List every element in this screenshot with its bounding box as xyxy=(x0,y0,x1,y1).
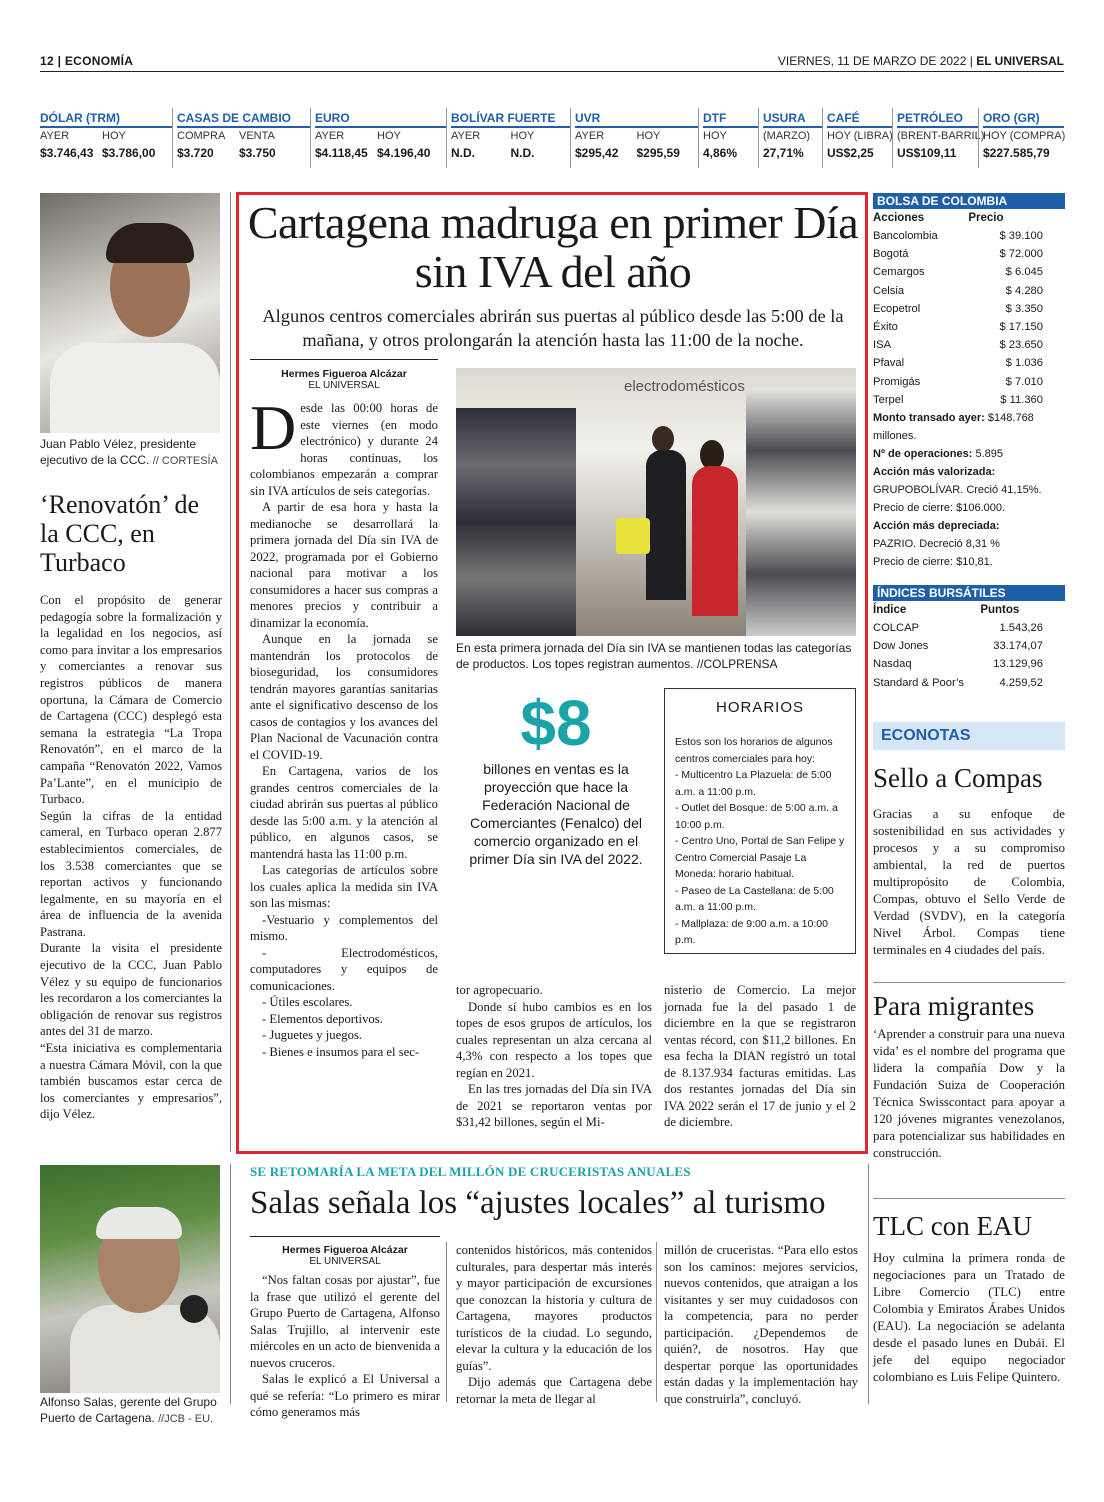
paragraph: - Útiles escolares. xyxy=(262,995,353,1009)
market-sublabel: AYER xyxy=(575,130,605,142)
divider xyxy=(873,1198,1065,1199)
market-value: 27,71% xyxy=(763,146,804,160)
market-values xyxy=(897,144,978,162)
table-row xyxy=(873,263,1065,281)
stock-name: Terpel xyxy=(873,393,904,406)
paragraph: En las tres jornadas del Día sin IVA de 2021 se reportaron ventas por $31,42 billones, según el Mi- xyxy=(456,1082,652,1129)
index-name: Dow Jones xyxy=(873,640,929,653)
author-outlet: EL UNIVERSAL xyxy=(309,1256,381,1267)
stock-name: Bogotá xyxy=(873,248,909,261)
paragraph: -Vestuario y complementos del mismo. xyxy=(250,912,438,943)
market-sublabel: (BRENT-BARRIL) xyxy=(897,130,985,142)
market-item xyxy=(978,108,1064,168)
market-item xyxy=(40,108,172,168)
index-points: 33.174,07 xyxy=(993,640,1043,653)
bolsa-panel xyxy=(873,193,1065,571)
market-title: DTF xyxy=(703,108,758,128)
photo-credit: //COLPRENSA xyxy=(696,657,778,671)
paragraph: En Cartagena, varios de los grandes centros comerciales de la ciudad abrirán sus puertas al público desde las 5:00 a.m. y la atención al público, en algunos casos, se mantendrá hasta las 11:00 p.m. xyxy=(250,764,438,861)
stock-name: Promigás xyxy=(873,375,921,388)
second-kicker: SE RETOMARÍA LA META DEL MILLÓN DE CRUCERISTAS ANUALES xyxy=(250,1164,691,1179)
stock-price: $ 3.350 xyxy=(1005,302,1043,315)
table-row xyxy=(873,336,1065,354)
paragraph: “Nos faltan cosas por ajustar”, fue la frase que utilizó el gerente del Grupo Puerto de Cartagena, Alfonso Salas Trujillo, al intervenir este miércoles en un acto de bienvenida a nuevos cruceros. xyxy=(250,1273,440,1370)
market-sublabels xyxy=(703,128,758,144)
market-sublabel: HOY xyxy=(102,130,126,142)
table-row xyxy=(873,655,1065,673)
market-values xyxy=(451,144,570,162)
stock-price: $ 11.360 xyxy=(1000,393,1043,406)
paragraph: Salas le explicó a El Universal a qué se refería: “Lo primero es mirar cómo generamos más xyxy=(250,1372,440,1419)
bolsa-title: BOLSA DE COLOMBIA xyxy=(873,193,1065,209)
bolsa-notes xyxy=(873,409,1065,571)
stock-price: $ 4.280 xyxy=(1005,284,1043,297)
stock-price: $ 6.045 xyxy=(1005,266,1043,279)
horarios-title: HORARIOS xyxy=(715,699,804,716)
paragraph: Aunque en la jornada se mantendrán los protocolos de bioseguridad, los consumidores tendrán mayores garantías sanitarias ante el significativo descenso de los casos de contagios y los avances del Plan Nacional de Vacunación contra el COVID-19. xyxy=(250,632,438,762)
stock-name: Pfaval xyxy=(873,357,905,370)
market-sublabel: AYER xyxy=(40,130,70,142)
market-value: N.D. xyxy=(451,146,475,160)
paragraph: “Esta iniciativa es complementaria a nuestra Cámara Móvil, con la que también buscamos estar cerca de los comerciantes y empresarios”, dijo Vélez. xyxy=(40,1041,222,1122)
market-sublabel: VENTA xyxy=(239,130,275,142)
table-row xyxy=(873,354,1065,372)
photo-alfonso-salas xyxy=(40,1165,220,1393)
market-title: CASAS DE CAMBIO xyxy=(177,108,310,128)
market-value: $295,59 xyxy=(636,146,680,160)
paragraph: tor agropecuario. xyxy=(456,983,543,997)
column-header: Precio xyxy=(968,212,1004,224)
paragraph: - Juguetes y juegos. xyxy=(262,1028,363,1042)
market-value: $3.786,00 xyxy=(102,146,156,160)
market-sublabel: HOY xyxy=(636,130,661,142)
column-divider xyxy=(446,1242,447,1402)
market-sublabel: HOY xyxy=(510,130,535,142)
econotas-band: ECONOTAS xyxy=(873,722,1065,750)
market-value: $3.750 xyxy=(239,146,276,160)
econota-body: Hoy culmina la primera ronda de negociaciones para un Tratado de Libre Comercio (TLC) entre Colombia y Emiratos Árabes Unidos (EAU). La negociación se adelanta desde el pasado lunes en Dubái. El jefe del equipo negociador colombiano es Luis Felipe Quintero. xyxy=(873,1251,1065,1384)
second-column-1 xyxy=(250,1272,440,1421)
note-value: Precio de cierre: $106.000. xyxy=(873,502,1006,515)
table-row xyxy=(873,227,1065,245)
note-label: Nº de operaciones: xyxy=(873,448,973,461)
byline-rule xyxy=(250,1236,440,1237)
paper-name: EL UNIVERSAL xyxy=(976,54,1064,68)
paragraph: - Bienes e insumos para el sec- xyxy=(262,1044,420,1059)
column-divider xyxy=(868,1164,869,1404)
econota-1 xyxy=(873,762,1065,959)
paragraph: - Elementos deportivos. xyxy=(262,1011,383,1026)
indices-table xyxy=(873,601,1065,692)
side-headline: ‘Renovatón’ de la CCC, en Turbaco xyxy=(40,490,200,577)
market-sublabels xyxy=(451,128,570,144)
market-values xyxy=(40,144,172,162)
paragraph: Dijo además que Cartagena debe retornar la meta de llegar al xyxy=(456,1375,652,1406)
table-row xyxy=(873,318,1065,336)
market-value: 4,86% xyxy=(703,146,738,160)
market-value: $227.585,79 xyxy=(983,146,1050,160)
market-title: UVR xyxy=(575,108,698,128)
paragraph: Con el propósito de generar pedagogía sobre la formalización y la legalidad en los negocios, así como para invitar a los empresarios y comerciantes a renovar sus registros públicos de manera oportuna, la Cámara de Comercio de Cartagena (CCC) desplegó esta semana la estrategia “La Tropa Renovatón”, en el marco de la campaña “Renovatón 2022, Vamos Pa’Lante”, en el municipio de Turbaco. xyxy=(40,593,222,807)
stock-price: $ 17.150 xyxy=(999,321,1043,334)
byline-rule xyxy=(250,359,438,360)
horario-item: - Multicentro La Plazuela: de 5:00 a.m. a 11:00 p.m. xyxy=(675,769,832,798)
market-value: N.D. xyxy=(510,146,535,160)
byline xyxy=(250,1244,440,1268)
store-sign: electrodomésticos xyxy=(624,378,745,395)
market-value: $3.720 xyxy=(177,146,214,160)
paragraph: Las categorías de artículos sobre los cuales aplica la medida sin IVA son las mismas: xyxy=(250,863,438,910)
photo-caption-1 xyxy=(40,436,222,469)
stock-name: Celsia xyxy=(873,284,905,297)
drop-cap: D xyxy=(250,392,297,463)
market-sublabel: (MARZO) xyxy=(763,130,811,142)
market-sublabel: AYER xyxy=(315,130,345,142)
market-sublabel: AYER xyxy=(451,130,481,142)
divider xyxy=(873,982,1065,983)
main-headline: Cartagena madruga en primer Día sin IVA del año xyxy=(247,197,859,297)
main-column-2 xyxy=(456,982,652,1131)
index-points: 13.129,96 xyxy=(993,658,1043,671)
market-sublabels xyxy=(40,128,172,144)
note-value: $148.768 millones. xyxy=(873,412,1034,443)
note-value: Precio de cierre: $10,81. xyxy=(873,556,993,569)
market-title: DÓLAR (TRM) xyxy=(40,108,172,128)
market-title: BOLÍVAR FUERTE xyxy=(451,108,570,128)
stock-price: $ 39.100 xyxy=(999,230,1043,242)
photo-credit: // CORTESÍA xyxy=(152,455,218,467)
note-label: Acción más depreciada: xyxy=(873,520,1000,533)
market-strip xyxy=(40,108,1064,168)
highlight-number: $8 xyxy=(520,687,592,759)
photo-credit: //JCB - EU. xyxy=(158,1413,214,1425)
note-label: Acción más valorizada: xyxy=(873,466,996,479)
market-title: ORO (GR) xyxy=(983,108,1064,128)
table-row xyxy=(873,391,1065,409)
market-item xyxy=(310,108,446,168)
paragraph: esde las 00:00 horas de este viernes (en modo electrónico) y durante 24 horas continuas, los colombianos empezarán a comprar sin IVA artículos de seis categorías. xyxy=(250,401,438,498)
second-column-3 xyxy=(664,1242,858,1407)
market-sublabel: COMPRA xyxy=(177,130,226,142)
indices-panel xyxy=(873,585,1065,692)
horario-item: - Paseo de La Castellana: de 5:00 a.m. a 11:00 p.m. xyxy=(675,884,834,913)
table-row xyxy=(873,373,1065,391)
stock-table xyxy=(873,209,1065,409)
byline xyxy=(250,368,438,392)
paragraph: Durante la visita el presidente ejecutivo de la CCC, Juan Pablo Vélez y su equipo de funcionarios les recordaron a los comerciantes la obligación de renovar sus registros antes del 31 de marzo. xyxy=(40,941,222,1039)
author-name: Hermes Figueroa Alcázar xyxy=(282,1244,408,1256)
note-value: 5.895 xyxy=(975,448,1003,461)
index-name: COLCAP xyxy=(873,622,920,634)
author-name: Hermes Figueroa Alcázar xyxy=(281,368,407,380)
market-title: EURO xyxy=(315,108,446,128)
table-row xyxy=(873,674,1065,692)
caption-text: En esta primera jornada del Día sin IVA se mantienen todas las categorías de productos. Los topes registran aumentos. xyxy=(456,641,852,671)
market-value: $3.746,43 xyxy=(40,146,94,160)
paragraph: - Electrodomésticos, computadores y equipos de comunicaciones. xyxy=(250,945,438,993)
paragraph: millón de cruceristas. “Para ello estos son los caminos: mejores servicios, nuevos contenidos, que atraigan a los visitantes y ser muy cuidadosos con la competencia, para no perder participación. ¿Dependemos de quién?, de nosotros. Hay que despertar porque las oportunidades están dadas y la implementación hay que construirla”, concluyó. xyxy=(664,1243,858,1406)
photo-store-shoppers xyxy=(456,368,856,636)
market-item xyxy=(446,108,570,168)
author-outlet: EL UNIVERSAL xyxy=(308,380,380,391)
market-item xyxy=(758,108,822,168)
note-value: GRUPOBOLÍVAR. Creció 41,15%. xyxy=(873,484,1042,497)
paragraph: contenidos históricos, más contenidos culturales, para despertar más interés y mayor participación de excursiones que conozcan la historia y cultura de Cartagena, mayores productos turísticos de la ciudad. Lo segundo, elevar la cultura y la educación de los guías”. xyxy=(456,1243,652,1373)
econota-title: TLC con EAU xyxy=(873,1211,1032,1241)
market-values xyxy=(315,144,446,162)
stock-price: $ 23.650 xyxy=(999,339,1043,352)
date-text: VIERNES, 11 DE MARZO DE 2022 | xyxy=(777,54,973,68)
market-sublabels xyxy=(763,128,822,144)
stock-price: $ 7.010 xyxy=(1005,375,1043,388)
horarios-box xyxy=(664,688,856,954)
column-header: Índice xyxy=(873,604,907,616)
horario-item: - Centro Uno, Portal de San Felipe y Centro Comercial Pasaje La Moneda: horario habitual. xyxy=(675,835,845,880)
econota-body: Gracias a su enfoque de sostenibilidad en sus actividades y procesos y a su compromiso ambiental, la red de puertos multipropósito de Colombia, Compas, obtuvo el Sello Verde de Verdad (SVDV), en la categoría Nivel Árbol. Compas tiene terminales en 4 ciudades del país. xyxy=(873,807,1065,957)
column-header: Puntos xyxy=(980,604,1020,616)
column-divider xyxy=(230,192,231,1152)
caption-text: Alfonso Salas, gerente del Grupo Puerto de Cartagena. xyxy=(40,1395,217,1425)
second-column-2 xyxy=(456,1242,652,1407)
econota-title: Para migrantes xyxy=(873,991,1035,1021)
column-divider xyxy=(230,1164,231,1404)
market-value: US$109,11 xyxy=(897,146,957,160)
market-sublabels xyxy=(827,128,892,144)
market-values xyxy=(703,144,758,162)
column-divider xyxy=(656,1242,657,1402)
paragraph: Según la cifras de la entidad cameral, en Turbaco operan 2.877 establecimientos comerciales, de los 3.538 comerciantes que se reportan activos y funcionando legalmente, en su mayoría en el área de influencia de la avenida Pastrana. xyxy=(40,808,222,939)
market-sublabels xyxy=(315,128,446,144)
main-column-1 xyxy=(250,392,438,1060)
market-value: $4.118,45 xyxy=(315,146,368,160)
econota-body: ‘Aprender a construir para una nueva vida’ es el nombre del programa que lidera la compañía Dow y la Fundación Suiza de Cooperación Técnica Swisscontact para apoyar a 120 jóvenes migrantes venezolanos, para potencializar sus habilidades en construcción. xyxy=(873,1027,1065,1160)
side-article-body xyxy=(40,592,222,1123)
market-value: $4.196,40 xyxy=(377,146,431,160)
market-item xyxy=(892,108,985,168)
second-headline: Salas señala los “ajustes locales” al turismo xyxy=(250,1185,826,1221)
market-item xyxy=(822,108,892,168)
market-sublabel: HOY (COMPRA) xyxy=(983,130,1066,142)
stock-name: Cemargos xyxy=(873,266,925,279)
market-values xyxy=(177,144,310,162)
table-row xyxy=(873,300,1065,318)
market-values xyxy=(575,144,698,162)
market-values xyxy=(983,144,1064,162)
market-item xyxy=(570,108,698,168)
stock-name: ISA xyxy=(873,339,892,352)
market-sublabel: HOY xyxy=(377,130,401,142)
market-title: CAFÉ xyxy=(827,108,892,128)
stock-name: Bancolombia xyxy=(873,230,938,242)
main-column-3 xyxy=(664,982,856,1131)
stock-name: Éxito xyxy=(873,321,898,334)
index-name: Standard & Poor’s xyxy=(873,676,965,689)
market-sublabel: HOY (LIBRA) xyxy=(827,130,893,142)
page-header xyxy=(40,52,1064,72)
paragraph: nisterio de Comercio. La mejor jornada fue la del pasado 1 de diciembre en la que se registraron ventas récord, con $11,2 billones. En esa fecha la DIAN registró un total de 8.137.934 facturas emitidas. Las dos restantes jornadas del Día sin IVA 2022 serán el 17 de junio y el 2 de diciembre. xyxy=(664,983,856,1129)
horario-item: - Mallplaza: de 9:00 a.m. a 10:00 p.m. xyxy=(675,917,828,946)
photo-juan-pablo-velez xyxy=(40,193,220,433)
column-header: Acciones xyxy=(873,212,925,224)
market-item xyxy=(698,108,758,168)
indices-title: ÍNDICES BURSÁTILES xyxy=(873,585,1065,601)
table-header xyxy=(873,601,1065,619)
horario-item: - Outlet del Bosque: de 5:00 a.m. a 10:00 p.m. xyxy=(675,802,838,831)
highlight-text: billones en ventas es la proyección que hace la Federación Nacional de Comerciantes (Fenalco) del comercio organizado en el primer Día sin IVA del 2022. xyxy=(469,761,643,867)
photo-caption-2 xyxy=(40,1394,230,1427)
caption-text: Juan Pablo Vélez, presidente ejecutivo de la CCC. xyxy=(40,437,197,467)
section-label: 12 | ECONOMÍA xyxy=(40,54,134,68)
horario-item: Estos son los horarios de algunos centros comerciales para hoy: xyxy=(675,736,833,765)
market-values xyxy=(763,144,822,162)
stock-price: $ 72.000 xyxy=(999,248,1043,261)
index-points: 4.259,52 xyxy=(999,676,1043,689)
paragraph: Donde sí hubo cambios es en los topes de esos grupos de artículos, los cuales representan un alza cercana al 4,3% con respecto a los topes que regían en 2021. xyxy=(456,999,652,1080)
date-line xyxy=(778,54,1064,68)
table-row xyxy=(873,619,1065,637)
market-item xyxy=(172,108,310,168)
note-value: PAZRIO. Decreció 8,31 % xyxy=(873,538,1000,551)
market-value: US$2,25 xyxy=(827,146,874,160)
note-label: Monto transado ayer: xyxy=(873,412,985,425)
market-title: PETRÓLEO xyxy=(897,108,978,128)
table-row xyxy=(873,637,1065,655)
photo-caption-3 xyxy=(456,640,856,672)
econota-2 xyxy=(873,990,1065,1162)
index-name: Nasdaq xyxy=(873,658,912,671)
market-value: $295,42 xyxy=(575,146,619,160)
market-values xyxy=(827,144,892,162)
market-sublabels xyxy=(177,128,310,144)
main-deck: Algunos centros comerciales abrirán sus puertas al público desde las 5:00 de la mañana, y otros prolongarán la atención hasta las 11:00 de la noche. xyxy=(262,306,844,350)
market-sublabels xyxy=(575,128,698,144)
paragraph: A partir de esa hora y hasta la medianoche se desarrollará la primera jornada del Día sin IVA de 2022, programada por el Gobierno nacional para motivar a los consumidores a hacer sus compras a menores precios y contribuir a dinamizar la economía. xyxy=(250,500,438,630)
table-row xyxy=(873,245,1065,263)
market-sublabels xyxy=(897,128,985,144)
market-sublabel: HOY xyxy=(703,130,727,142)
table-row xyxy=(873,282,1065,300)
stock-name: Ecopetrol xyxy=(873,302,921,315)
stock-price: $ 1.036 xyxy=(1005,357,1043,370)
econota-title: Sello a Compas xyxy=(873,763,1043,793)
econota-3 xyxy=(873,1210,1065,1386)
market-sublabels xyxy=(983,128,1064,144)
index-points: 1.543,26 xyxy=(999,622,1043,634)
market-title: USURA xyxy=(763,108,822,128)
table-header xyxy=(873,209,1065,227)
